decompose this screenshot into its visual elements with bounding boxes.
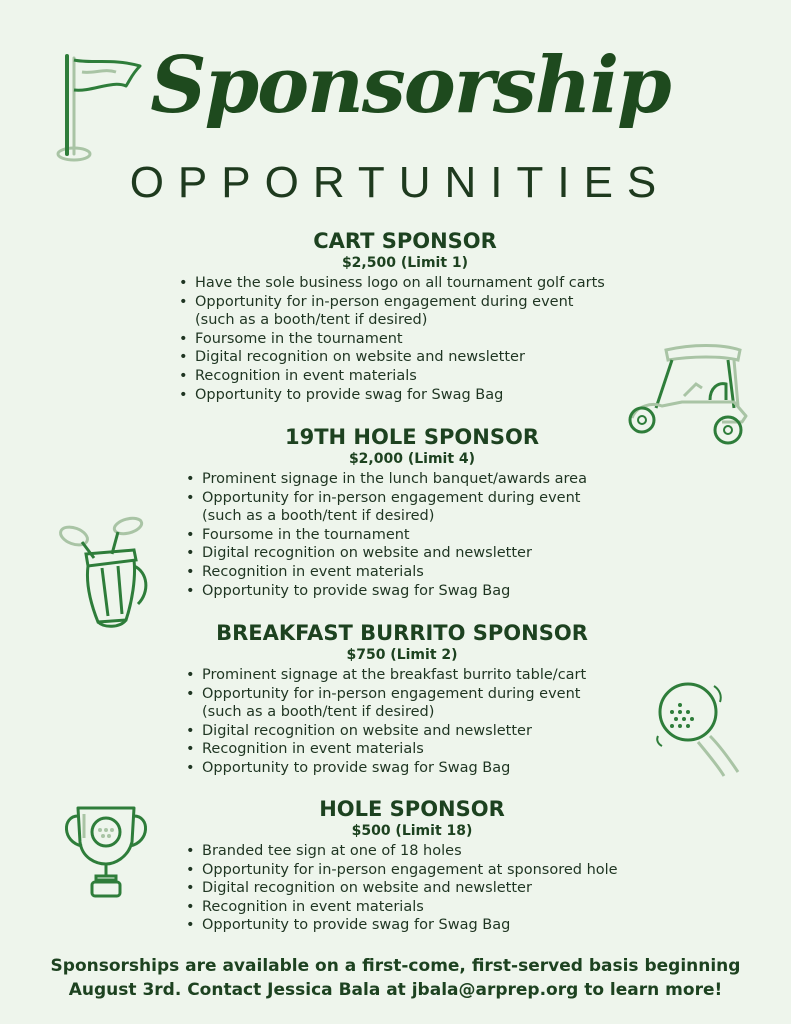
section-title: CART SPONSOR	[313, 229, 497, 253]
footer-contact	[20, 954, 771, 1002]
section-title: HOLE SPONSOR	[319, 797, 505, 821]
section-cart-sponsor	[175, 228, 635, 404]
list-item: • Opportunity to provide swag for Swag Bag	[182, 759, 622, 778]
benefit-list	[182, 666, 622, 778]
golf-flag-icon	[52, 50, 148, 168]
list-item: • Foursome in the tournament	[182, 526, 642, 545]
benefit-list	[182, 470, 642, 600]
section-price: $2,000 (Limit 4)	[348, 451, 476, 467]
section-price: $750 (Limit 2)	[346, 647, 458, 663]
list-item: • Opportunity for in-person engagement during event (such as a booth/tent if desired)	[182, 489, 642, 526]
footer-line-1: Sponsorships are available on a first-come, first-served basis beginning	[50, 956, 741, 976]
list-item: • Recognition in event materials	[182, 740, 622, 759]
list-item: • Opportunity to provide swag for Swag Bag	[182, 916, 642, 935]
list-item: • Opportunity to provide swag for Swag Bag	[175, 386, 635, 405]
page-subtitle: OPPORTUNITIES	[129, 158, 671, 207]
list-item: • Prominent signage at the breakfast burrito table/cart	[182, 666, 622, 685]
benefit-list	[175, 274, 635, 404]
list-item: • Branded tee sign at one of 18 holes	[182, 842, 642, 861]
benefit-list	[182, 842, 642, 935]
section-price: $500 (Limit 18)	[351, 823, 473, 839]
list-item: • Opportunity for in-person engagement during event (such as a booth/tent if desired)	[175, 293, 635, 330]
list-item: • Digital recognition on website and newsletter	[182, 544, 642, 563]
list-item: • Foursome in the tournament	[175, 330, 635, 349]
list-item: • Digital recognition on website and newsletter	[182, 722, 622, 741]
section-19th-hole-sponsor	[182, 424, 642, 600]
golf-ball-icon	[650, 676, 746, 780]
section-hole-sponsor	[182, 796, 642, 935]
trophy-icon	[62, 802, 152, 900]
list-item: • Recognition in event materials	[182, 563, 642, 582]
list-item: • Opportunity to provide swag for Swag Bag	[182, 582, 642, 601]
section-title: 19TH HOLE SPONSOR	[285, 425, 539, 449]
list-item: • Have the sole business logo on all tournament golf carts	[175, 274, 635, 293]
list-item: • Opportunity for in-person engagement at sponsored hole	[182, 861, 642, 880]
list-item: • Opportunity for in-person engagement during event (such as a booth/tent if desired)	[182, 685, 622, 722]
list-item: • Prominent signage in the lunch banquet/awards area	[182, 470, 642, 489]
list-item: • Recognition in event materials	[182, 898, 642, 917]
footer-line-2: August 3rd. Contact Jessica Bala at jbala@arprep.org to learn more!	[68, 980, 723, 1000]
section-title: BREAKFAST BURRITO SPONSOR	[216, 621, 588, 645]
list-item: • Recognition in event materials	[175, 367, 635, 386]
list-item: • Digital recognition on website and newsletter	[182, 879, 642, 898]
page-title-script: Sponsorship	[150, 40, 670, 131]
list-item: • Digital recognition on website and newsletter	[175, 348, 635, 367]
section-price: $2,500 (Limit 1)	[341, 255, 469, 271]
section-breakfast-burrito-sponsor	[182, 620, 622, 778]
golf-bag-icon	[52, 512, 156, 632]
